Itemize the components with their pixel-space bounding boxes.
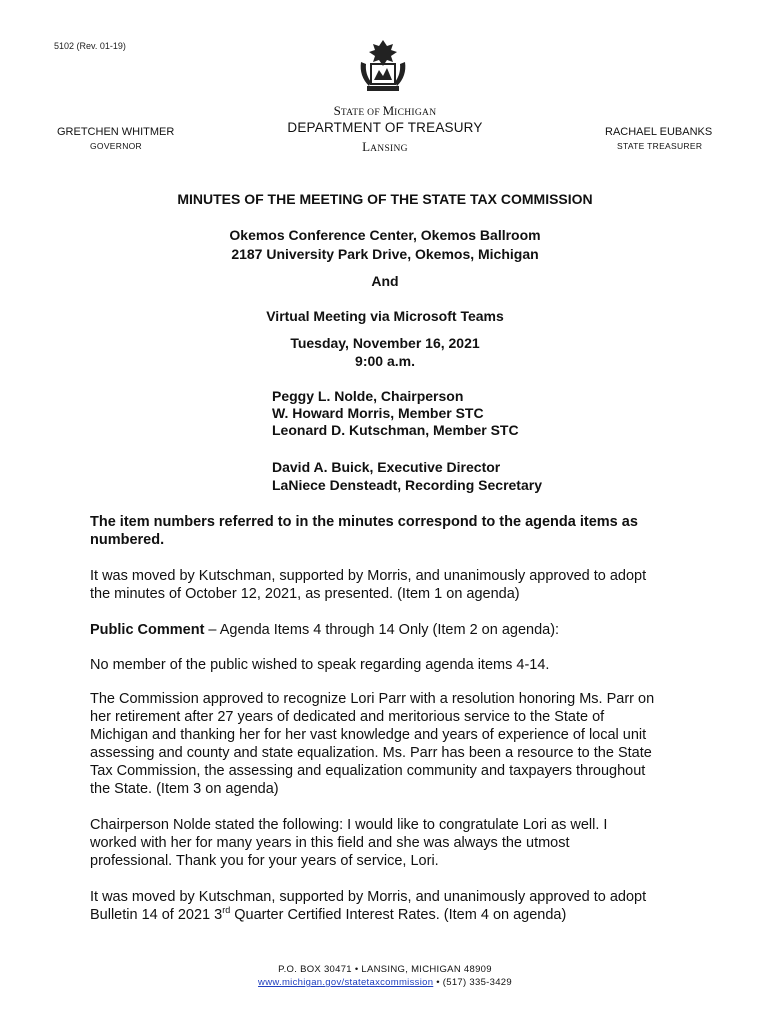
city-name: LANSING: [362, 139, 408, 154]
member-morris: W. Howard Morris, Member STC: [272, 405, 484, 421]
paragraph-bulletin: It was moved by Kutschman, supported by Morris, and unanimously approved to adopt Bulletin 14 of 2021 3rd Quarter Certified Interest Rates. (Item 4 on agenda): [90, 889, 647, 923]
intro-paragraph: The item numbers referred to in the minutes correspond to the agenda items as numbered.: [90, 514, 638, 548]
virtual-meeting: Virtual Meeting via Microsoft Teams: [266, 308, 504, 324]
meeting-and: And: [371, 273, 399, 289]
department-name: DEPARTMENT OF TREASURY: [287, 120, 483, 135]
member-kutschman: Leonard D. Kutschman, Member STC: [272, 422, 519, 438]
footer-contact: [0, 977, 770, 988]
state-name: STATE OF MICHIGAN: [333, 103, 437, 118]
form-number: 5102 (Rev. 01-19): [54, 41, 126, 51]
treasurer-title: STATE TREASURER: [617, 141, 703, 151]
meeting-venue: Okemos Conference Center, Okemos Ballroom: [229, 227, 541, 243]
treasurer-name: RACHAEL EUBANKS: [605, 126, 713, 138]
website-link[interactable]: www.michigan.gov/statetaxcommission: [258, 977, 434, 988]
paragraph-resolution: The Commission approved to recognize Lori Parr with a resolution honoring Ms. Parr on her retirement after 27 years of dedicated and meritorious service to the State of Michigan and thanking her for her vast knowledge and years of experience of local unit assessing and county and state equalization. Ms. Parr has been a resource to the State Tax Commission, the assessing and equalization community and taxpayers throughout the State. (Item 3 on agenda): [90, 691, 655, 797]
paragraph-no-public: No member of the public wished to speak regarding agenda items 4-14.: [90, 657, 550, 673]
staff-secretary: LaNiece Densteadt, Recording Secretary: [272, 477, 542, 493]
paragraph-minutes-approval: It was moved by Kutschman, supported by Morris, and unanimously approved to adopt the minutes of October 12, 2021, as presented. (Item 1 on agenda): [90, 568, 647, 602]
footer-address: P.O. BOX 30471 • LANSING, MICHIGAN 48909: [278, 964, 492, 975]
paragraph-public-comment: Public Comment – Agenda Items 4 through 14 Only (Item 2 on agenda):: [90, 622, 560, 638]
paragraph-chair-statement: Chairperson Nolde stated the following: I would like to congratulate Lori as well. I worked with her for many years in this field and she was always the utmost professional. Thank you for your years of service, Lori.: [90, 817, 608, 869]
footer-phone: • (517) 335-3429: [433, 977, 512, 988]
state-seal-icon: [357, 36, 409, 96]
governor-name: GRETCHEN WHITMER: [57, 126, 175, 138]
public-comment-label: Public Comment: [90, 622, 205, 638]
staff-director: David A. Buick, Executive Director: [272, 459, 501, 475]
meeting-time: 9:00 a.m.: [355, 353, 415, 369]
meeting-address: 2187 University Park Drive, Okemos, Michigan: [231, 246, 539, 262]
meeting-date: Tuesday, November 16, 2021: [290, 335, 480, 351]
member-chairperson: Peggy L. Nolde, Chairperson: [272, 388, 464, 404]
document-title: MINUTES OF THE MEETING OF THE STATE TAX COMMISSION: [177, 191, 593, 207]
governor-title: GOVERNOR: [90, 141, 142, 151]
